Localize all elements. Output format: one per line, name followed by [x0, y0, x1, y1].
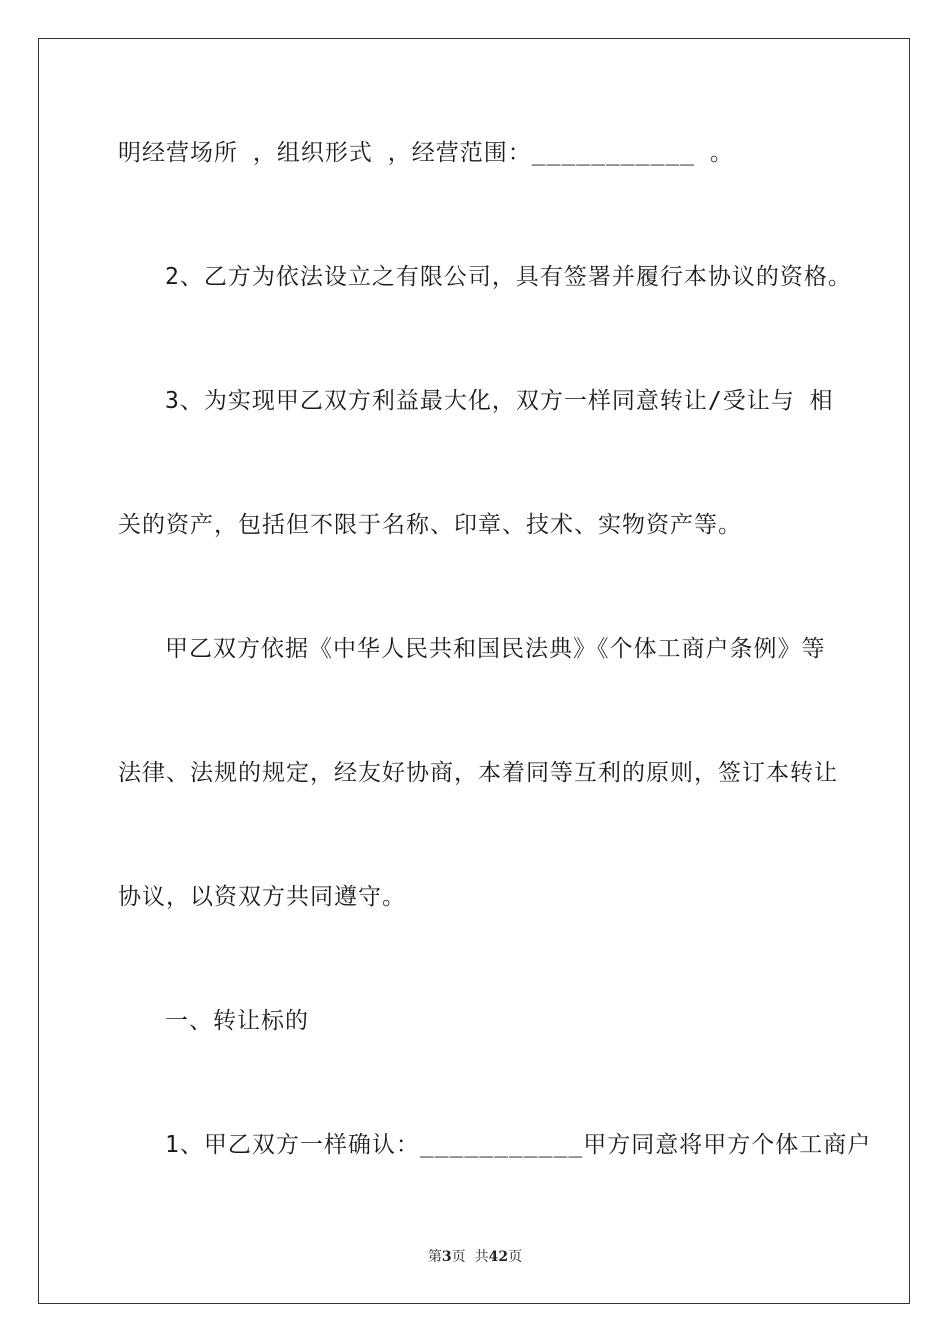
text-line-3: 3、为实现甲乙双方利益最大化，双方一样同意转让/受让与 相 — [165, 388, 834, 414]
line-1-end: 。 — [695, 140, 734, 166]
text-line-6: 法律、法规的规定，经友好协商，本着同等互利的原则，签订本转让 — [118, 760, 838, 786]
line-1-text: 明经营场所 ，组织形式 ，经营范围： — [118, 140, 532, 166]
footer-mid: 页 共 — [451, 1249, 489, 1265]
footer-suffix: 页 — [508, 1249, 523, 1265]
page-footer — [0, 1246, 950, 1266]
page-border — [38, 38, 910, 1304]
text-line-2: 2、乙方为依法设立之有限公司，具有签署并履行本协议的资格。 — [165, 264, 852, 290]
section-heading: 一、转让标的 — [165, 1008, 309, 1034]
text-line-9 — [165, 1130, 885, 1160]
text-line-1 — [118, 138, 838, 168]
text-line-7: 协议，以资双方共同遵守。 — [118, 884, 406, 910]
fill-in-blank: ___________ — [419, 1132, 584, 1158]
page-number: 3 — [441, 1249, 452, 1265]
fill-in-blank: ___________ — [531, 140, 696, 166]
line-9-text: 1、甲乙双方一样确认： — [165, 1132, 420, 1158]
text-line-4: 关的资产，包括但不限于名称、印章、技术、实物资产等。 — [118, 512, 742, 538]
footer-prefix: 第 — [427, 1249, 442, 1265]
total-pages: 42 — [488, 1249, 509, 1265]
text-line-5: 甲乙双方依据《中华人民共和国民法典》《个体工商户条例》等 — [165, 636, 826, 662]
line-9-end: 甲方同意将甲方个体工商户 — [583, 1132, 872, 1158]
